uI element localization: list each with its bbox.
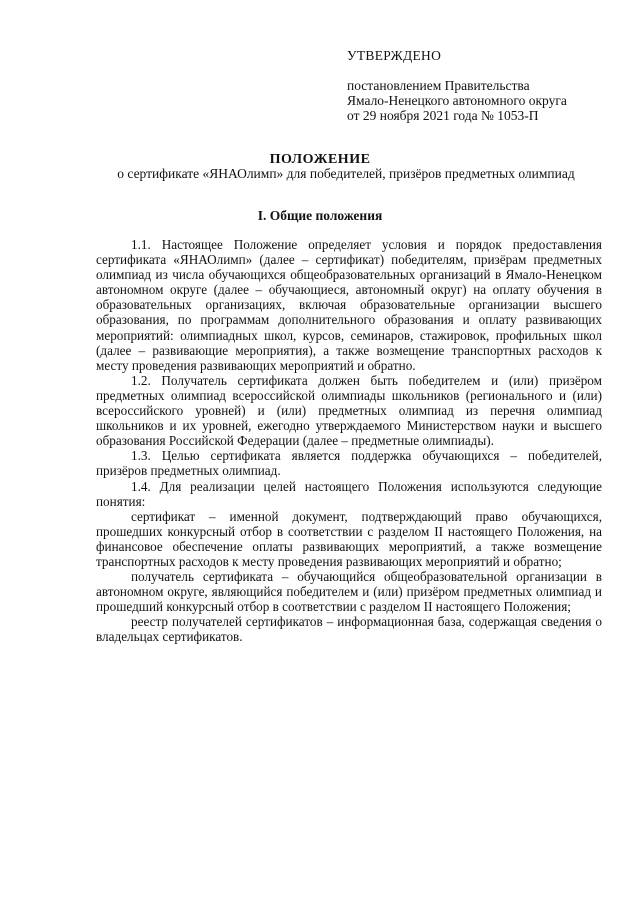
document-title: ПОЛОЖЕНИЕ [269, 152, 371, 167]
approval-heading: УТВЕРЖДЕНО [347, 48, 442, 63]
definition-recipient: получатель сертификата – обучающийся общеобразовательной организации в автономном округе, являющийся победителем и (или) призёром предметных олимпиад и прошедший конкурсный отбор в соответствии с разделом II настоящего Положения; [96, 569, 602, 615]
definition-certificate: сертификат – именной документ, подтверждающий право обучающихся, прошедших конкурсный отбор в соответствии с разделом II настоящего Положения, на финансовое обеспечение оплаты развивающих мероприятий, а также возмещение транспортных расходов к месту проведения развивающих мероприятий и обратно; [96, 508, 602, 569]
definition-registry: реестр получателей сертификатов – информационная база, содержащая сведения о владельцах сертификатов. [96, 614, 602, 645]
approval-line-2: Ямало-Ненецкого автономного округа [347, 93, 567, 108]
paragraph-1-4: 1.4. Для реализации целей настоящего Положения используются следующие понятия: [96, 478, 602, 509]
approval-line-3: от 29 ноября 2021 года № 1053-П [347, 108, 539, 123]
approval-stamp [347, 48, 567, 123]
section-heading: I. Общие положения [257, 208, 383, 223]
paragraph-1-2: 1.2. Получатель сертификата должен быть победителем и (или) призёром предметных олимпиад всероссийской олимпиады школьников (регионального и (или) всероссийского уровней) и (или) предметных олимпиад из перечня олимпиад школьников и их уровней, ежегодно утверждаемого Министерством науки и высшего образования Российской Федерации (далее – предметные олимпиады). [96, 372, 602, 449]
paragraph-1-1: 1.1. Настоящее Положение определяет условия и порядок предоставления сертификата «ЯНАОлимп» (далее – сертификат) победителям, призёрам предметных олимпиад из числа обучающихся общеобразовательных организаций в Ямало-Ненецком автономном округе (далее – обучающиеся, автономный округ) на оплату обучения в образовательных организациях, включая образовательные организации высшего образования, по программам дополнительного образования и оплату развивающих мероприятий: олимпиадных школ, курсов, семинаров, стажировок, профильных школ (далее – развивающие мероприятия), а также возмещение транспортных расходов к месту проведения развивающих мероприятий и обратно. [96, 237, 602, 373]
document-subtitle: о сертификате «ЯНАОлимп» для победителей, призёров предметных олимпиад [117, 166, 575, 181]
approval-line-1: постановлением Правительства [347, 78, 530, 93]
paragraph-1-3: 1.3. Целью сертификата является поддержка обучающихся – победителей, призёров предметных олимпиад. [96, 448, 602, 479]
document-body [96, 237, 602, 645]
